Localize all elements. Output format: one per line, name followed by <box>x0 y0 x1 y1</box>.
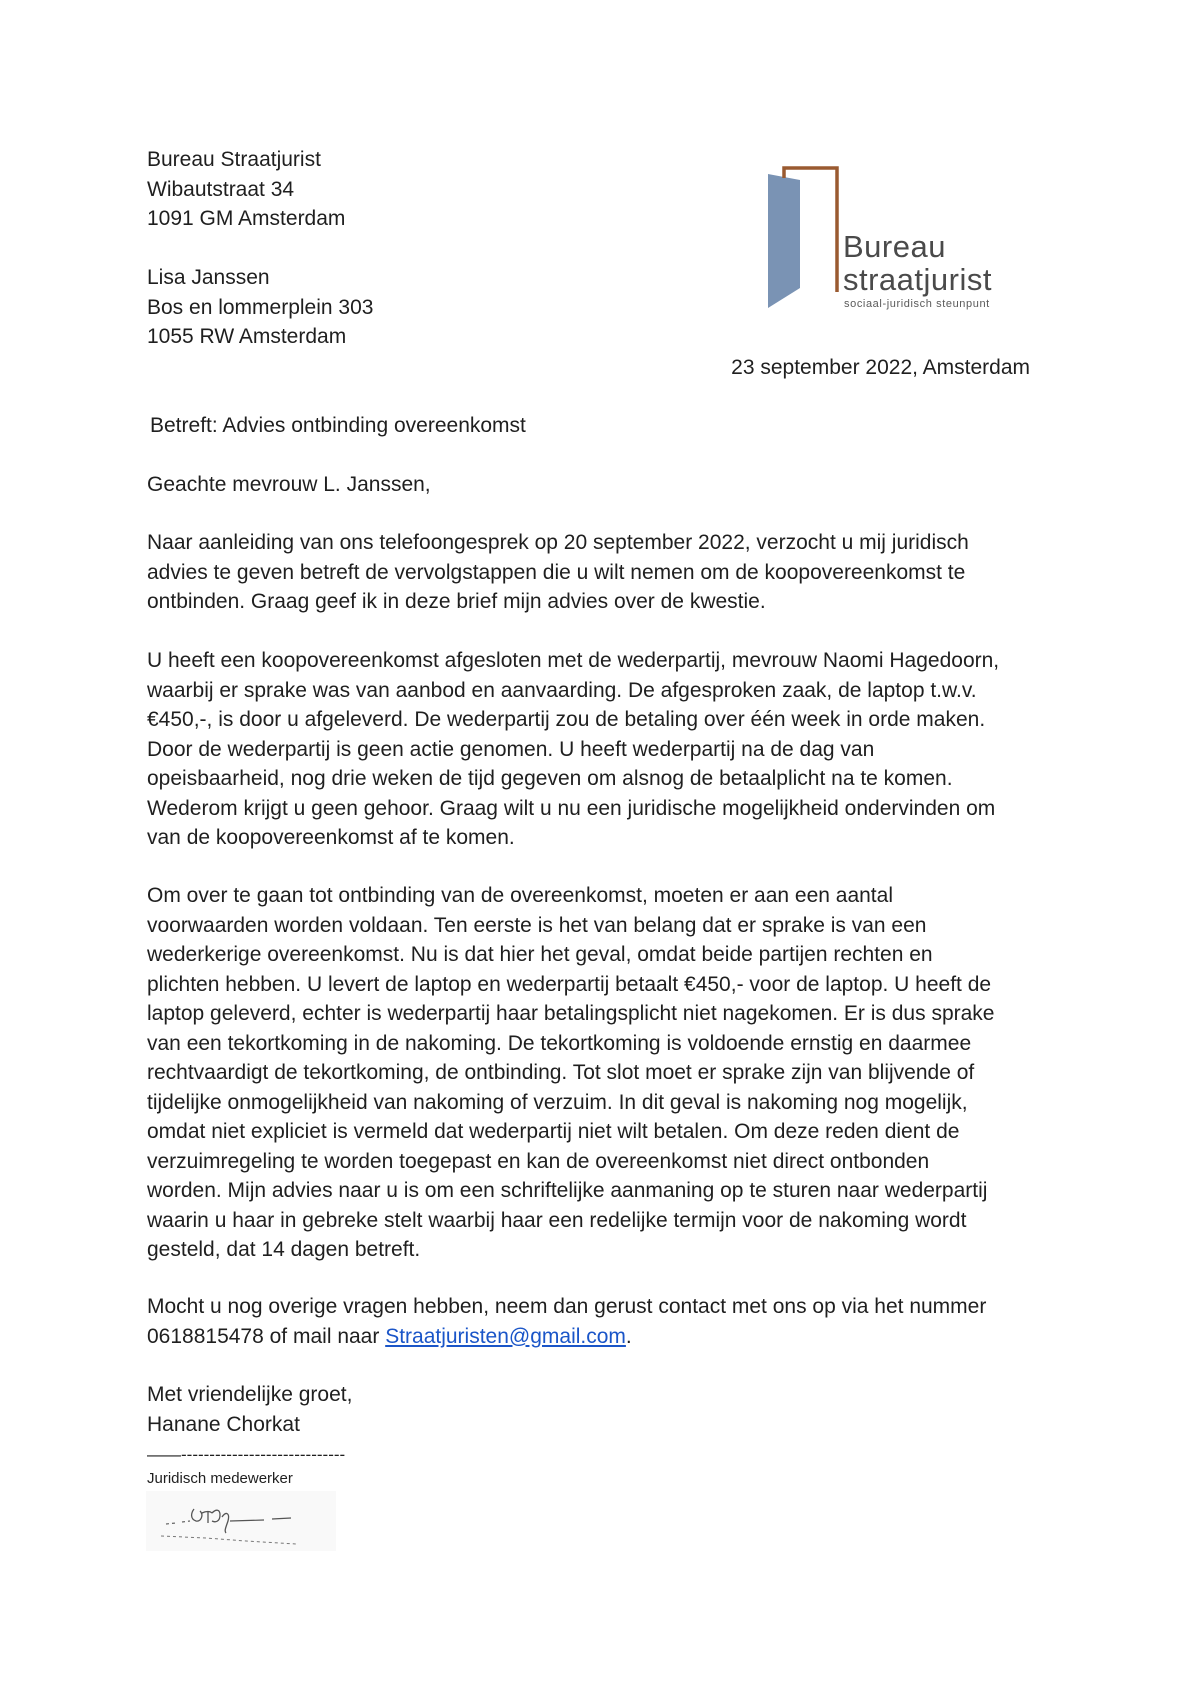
handwritten-signature-icon <box>146 1491 336 1551</box>
sender-name: Bureau Straatjurist <box>147 148 321 171</box>
sender-address <box>147 145 1067 234</box>
paragraph-line: Mocht u nog overige vragen hebben, neem dan gerust contact met ons op via het nummer <box>147 1295 987 1318</box>
contact-line-end: . <box>625 1324 632 1348</box>
paragraph-line: Wederom krijgt u geen gehoor. Graag wilt u nu een juridische mogelijkheid ondervinden om <box>147 796 996 820</box>
body-paragraph-2 <box>147 646 1067 853</box>
sender-city: 1091 GM Amsterdam <box>147 207 346 230</box>
recipient-street: Bos en lommerplein 303 <box>147 295 374 319</box>
paragraph-line: verzuimregeling te worden toegepast en kan de overeenkomst niet direct ontbonden <box>147 1149 930 1173</box>
paragraph-line: waarin u haar in gebreke stelt waarbij haar een redelijke termijn voor de nakoming wordt <box>147 1208 967 1232</box>
paragraph-line: laptop geleverd, echter is wederpartij haar betalingsplicht niet nagekomen. Er is dus sprake <box>147 1002 995 1025</box>
paragraph-line: €450,-, is door u afgeleverd. De wederpartij zou de betaling over één week in orde maken. <box>147 708 986 731</box>
paragraph-line: opeisbaarheid, nog drie weken de tijd gegeven om alsnog de betaalplicht na te komen. <box>147 767 953 790</box>
logo-tagline: sociaal-juridisch steunpunt <box>844 298 990 310</box>
body-paragraph-4 <box>147 1292 1067 1351</box>
paragraph-line: waarbij er sprake was van aanbod en aanvaarding. De afgesproken zaak, de laptop t.w.v. <box>147 678 977 702</box>
paragraph-line: Door de wederpartij is geen actie genomen. U heeft wederpartij na de dag van <box>147 737 875 761</box>
logo-wordmark-line2: straatjurist <box>843 262 992 297</box>
contact-phone-text: 0618815478 of mail naar <box>147 1324 386 1348</box>
logo-wordmark-line1: Bureau <box>843 229 946 264</box>
recipient-city: 1055 RW Amsterdam <box>147 325 347 348</box>
paragraph-line: tijdelijke onmogelijkheid van nakoming of verzuim. In dit geval is nakoming nog mogelijk, <box>147 1090 968 1114</box>
paragraph-line: worden. Mijn advies naar u is om een schriftelijke aanmaning op te sturen naar wederpartij <box>147 1179 988 1202</box>
contact-line <box>147 1322 1067 1352</box>
paragraph-line: Naar aanleiding van ons telefoongesprek op 20 september 2022, verzocht u mij juridisch <box>147 531 969 554</box>
paragraph-line: rechtvaardigt de tekortkoming, de ontbinding. Tot slot moet er sprake zijn van blijvende of <box>147 1061 975 1084</box>
sender-street: Wibautstraat 34 <box>147 177 295 201</box>
paragraph-line: Om over te gaan tot ontbinding van de overeenkomst, moeten er aan een aantal <box>147 884 893 907</box>
email-link[interactable]: Straatjuristen@gmail.com <box>385 1324 626 1348</box>
signature-rule: ——----------------------------- <box>147 1445 346 1464</box>
body-paragraph-1 <box>147 528 1067 617</box>
paragraph-line: van de koopovereenkomst af te komen. <box>147 826 515 849</box>
paragraph-line: omdat niet expliciet is vermeld dat wederpartij niet wilt betalen. Om deze reden dient de <box>147 1120 960 1143</box>
letter-date: 23 september 2022, Amsterdam <box>731 356 1030 379</box>
salutation: Geachte mevrouw L. Janssen, <box>147 473 431 496</box>
paragraph-line: van een tekortkoming in de nakoming. De tekortkoming is voldoende ernstig en daarmee <box>147 1031 972 1055</box>
body-paragraph-3 <box>147 881 1067 1265</box>
signer-name: Hanane Chorkat <box>147 1412 300 1436</box>
recipient-address <box>147 263 1067 352</box>
recipient-name: Lisa Janssen <box>147 266 270 289</box>
paragraph-line: ontbinden. Graag geef ik in deze brief mijn advies over de kwestie. <box>147 590 766 613</box>
paragraph-line: voorwaarden worden voldaan. Ten eerste is het van belang dat er sprake is van een <box>147 913 927 937</box>
closing-greeting: Met vriendelijke groet, <box>147 1383 353 1406</box>
paragraph-line: U heeft een koopovereenkomst afgesloten met de wederpartij, mevrouw Naomi Hagedoorn, <box>147 649 1000 672</box>
paragraph-line: gesteld, dat 14 dagen betreft. <box>147 1238 421 1261</box>
closing <box>147 1380 1067 1439</box>
paragraph-line: advies te geven betreft de vervolgstappen die u wilt nemen om de koopovereenkomst te <box>147 560 966 584</box>
signer-role: Juridisch medewerker <box>147 1470 293 1487</box>
letter-subject: Betreft: Advies ontbinding overeenkomst <box>150 414 526 437</box>
paragraph-line: wederkerige overeenkomst. Nu is dat hier het geval, omdat beide partijen rechten en <box>147 943 933 966</box>
paragraph-line: plichten hebben. U levert de laptop en wederpartij betaalt €450,- voor de laptop. U heeft de <box>147 972 992 996</box>
